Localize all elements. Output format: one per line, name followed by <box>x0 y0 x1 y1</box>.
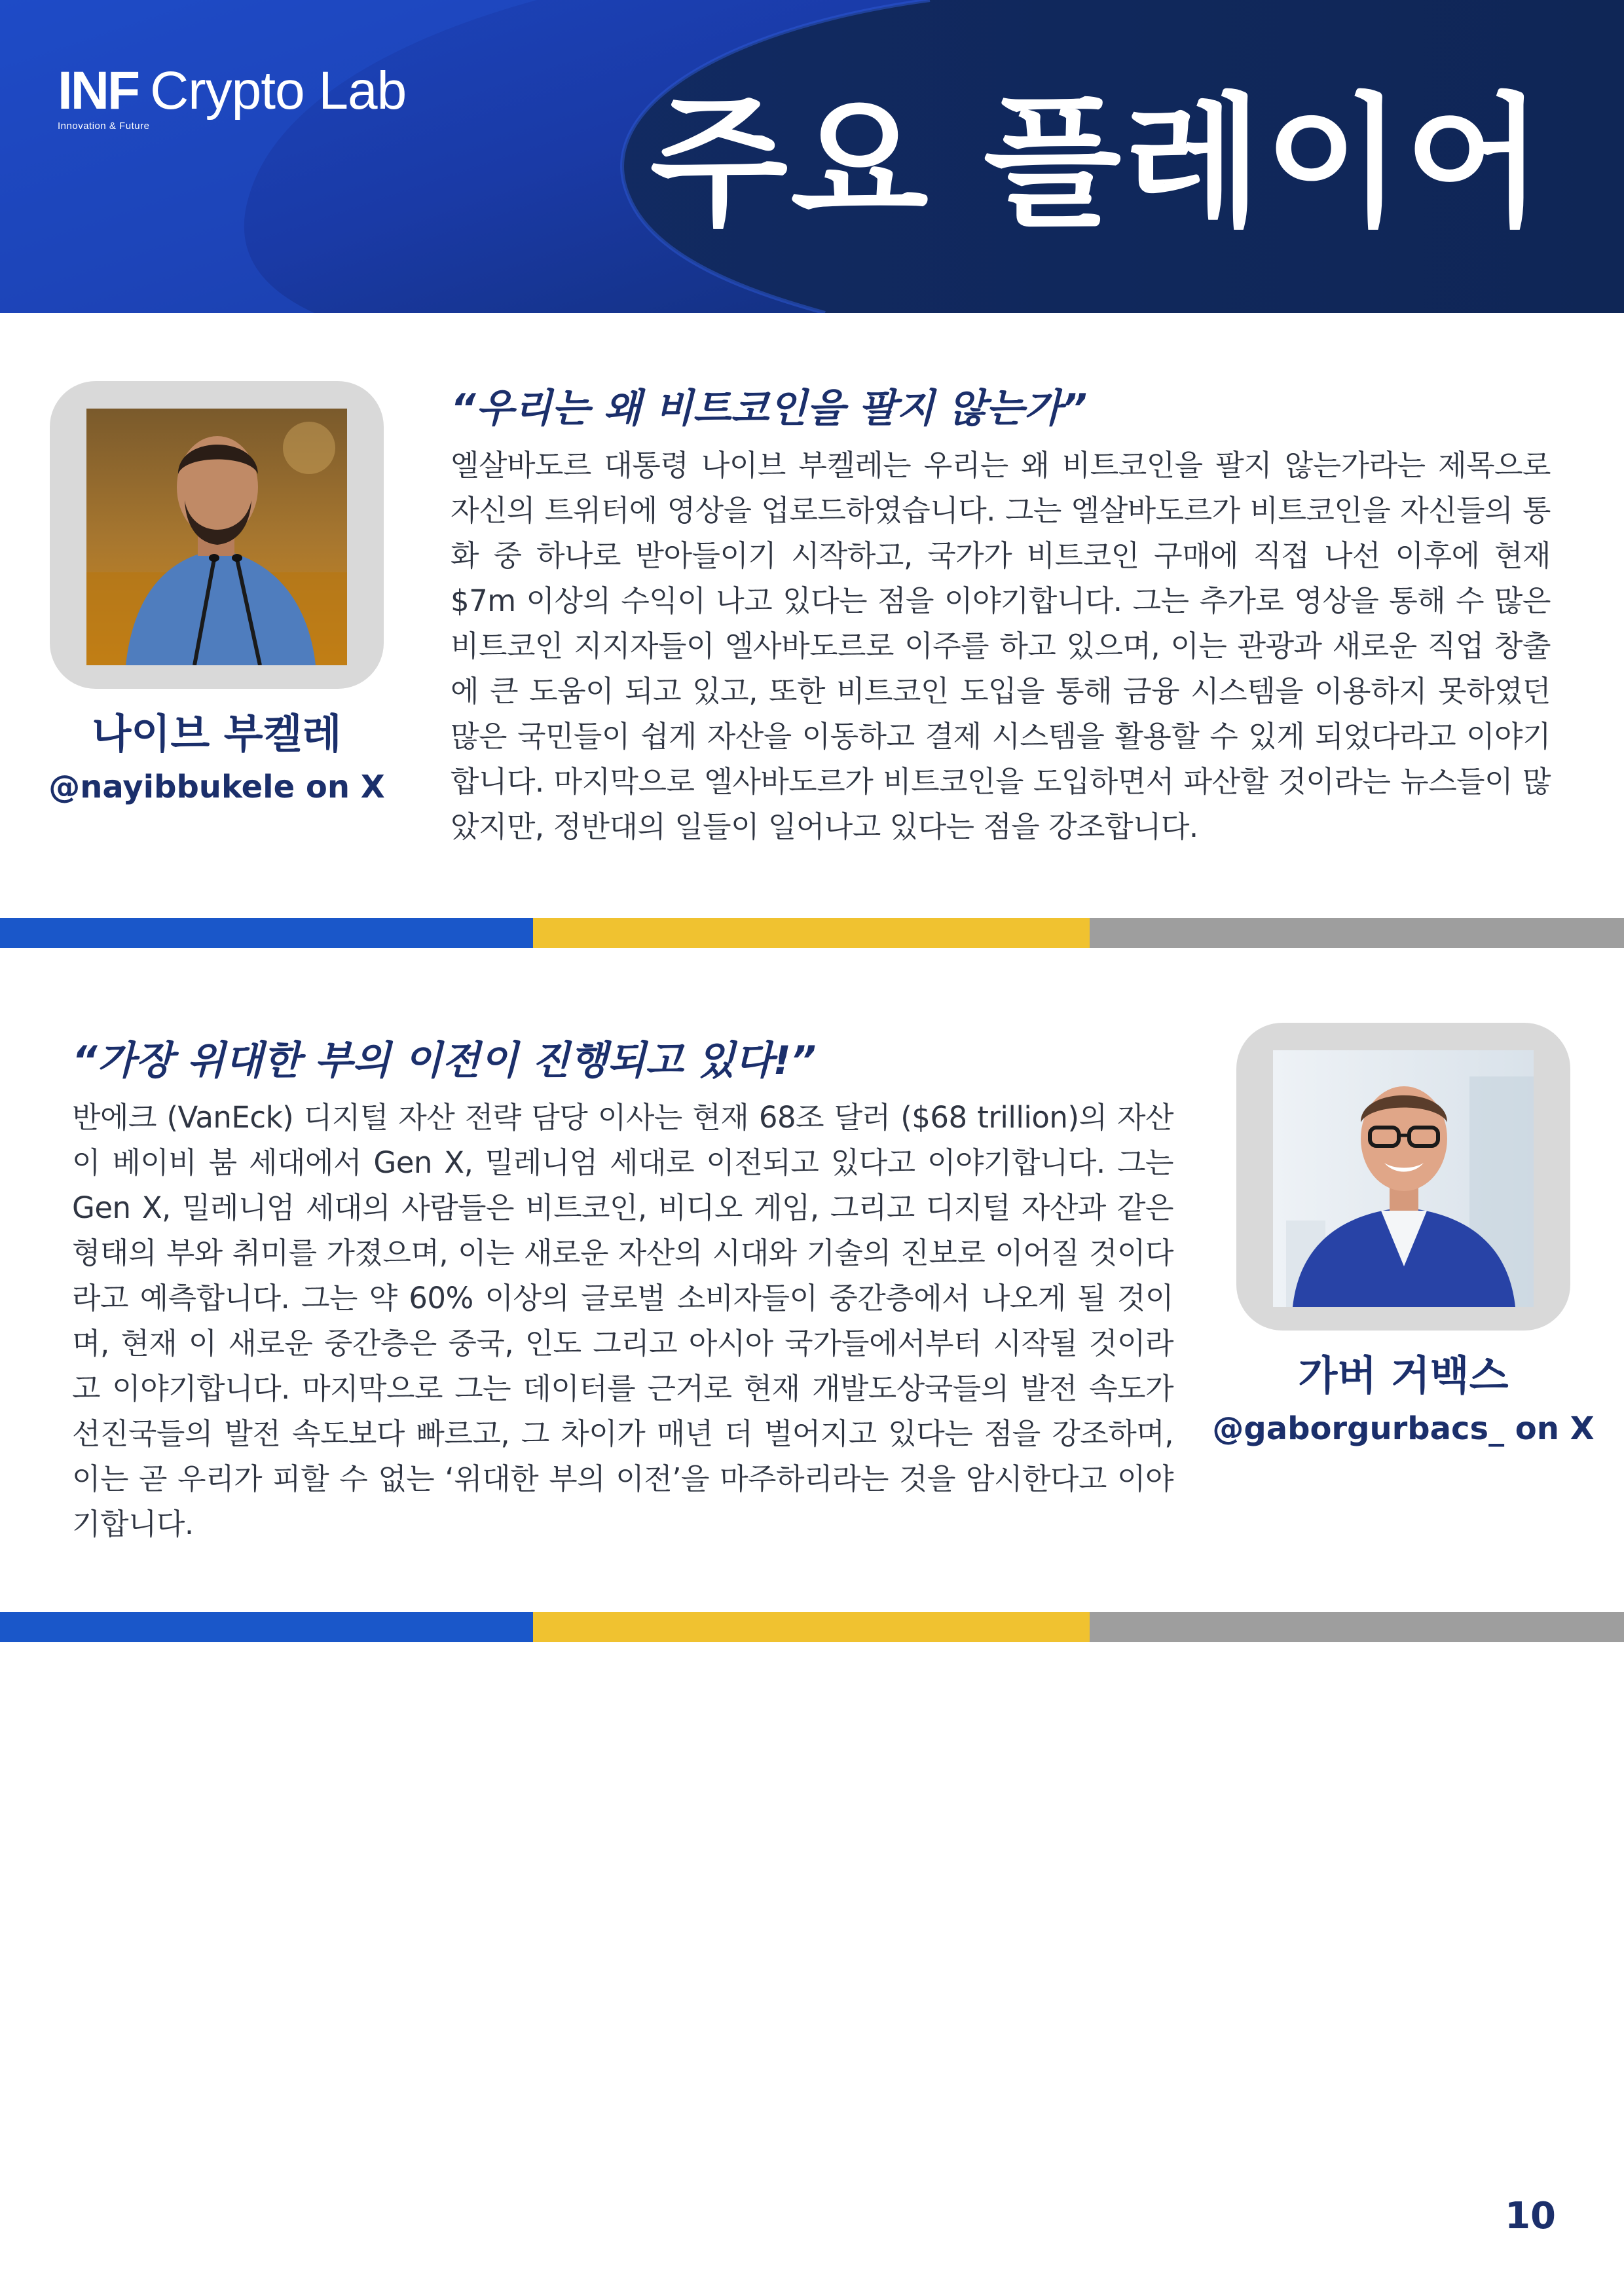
page-number: 10 <box>1505 2195 1556 2237</box>
player1-body: 엘살바도르 대통령 나이브 부켈레는 우리는 왜 비트코인을 팔지 않는가라는 제목으로 자신의 트위터에 영상을 업로드하였습니다. 그는 엘살바도르가 비트코인을 자신들의 통화 중 하나로 받아들이기 시작하고, 국가가 비트코인 구매에 직접 나선 이후에 현재 $7m 이상의 수익이 나고 있다는 점을 이야기합니다. 그는 추가로 영상을 통해 수 많은 비트코인 지지자들이 엘사바도르로 이주를 하고 있으며, 이는 관광과 새로운 직업 창출에 큰 도움이 되고 있고, 또한 비트코인 도입을 통해 금융 시스템을 이용하지 못하였던 많은 국민들이 쉽게 자산을 이동하고 결제 시스템을 활용할 수 있게 되었다라고 이야기합니다. 마지막으로 엘사바도르가 비트코인을 도입하면서 파산할 것이라는 뉴스들이 많았지만, 정반대의 일들이 일어나고 있다는 점을 강조합니다. <box>451 448 1551 844</box>
player1-photo <box>86 409 347 665</box>
player2-name: 가버 거백스 <box>1298 1351 1509 1399</box>
player2-photo <box>1273 1050 1534 1307</box>
player1-name: 나이브 부켈레 <box>92 710 342 758</box>
player1-photo-frame <box>50 381 384 689</box>
player1-handle: @nayibbukele on X <box>48 769 385 805</box>
page-title: 주요 플레이어 <box>650 81 1545 246</box>
player2-photo-frame <box>1236 1023 1570 1331</box>
player2-body: 반에크 (VanEck) 디지털 자산 전략 담당 이사는 현재 68조 달러 ($68 trillion)의 자산이 베이비 붐 세대에서 Gen X, 밀레니엄 세대로 이전되고 있다고 이야기합니다. 그는 Gen X, 밀레니엄 세대의 사람들은 비트코인, 비디오 게임, 그리고 디지털 자산과 같은 형태의 부와 취미를 가졌으며, 이는 새로운 자산의 시대와 기술의 진보로 이어질 것이다라고 예측합니다. 그는 약 60% 이상의 글로벌 소비자들이 중간층에서 나오게 될 것이며, 현재 이 새로운 중간층은 중국, 인도 그리고 아시아 국가들에서부터 시작될 것이라고 이야기합니다. 마지막으로 그는 데이터를 근거로 현재 개발도상국들의 발전 속도가 선진국들의 발전 속도보다 빠르고, 그 차이가 매년 더 벌어지고 있다는 점을 강조하며, 이는 곧 우리가 피할 수 없는 ‘위대한 부의 이전’을 마주하리라는 것을 암시한다고 이야기합니다. <box>72 1100 1173 1541</box>
header-banner <box>0 0 1624 313</box>
section-divider-bottom <box>0 1612 1624 1642</box>
section-divider <box>0 918 1624 948</box>
logo-name-text: Crypto Lab <box>150 61 407 120</box>
logo-inf-text: INF <box>58 61 139 120</box>
player2-quote: “가장 위대한 부의 이전이 진행되고 있다!” <box>72 1038 817 1084</box>
player2-handle: @gaborgurbacs_ on X <box>1212 1410 1595 1447</box>
brand-logo <box>58 61 407 132</box>
logo-tagline: Innovation & Future <box>58 120 150 132</box>
player1-quote: “우리는 왜 비트코인을 팔지 않는가” <box>451 386 1088 431</box>
